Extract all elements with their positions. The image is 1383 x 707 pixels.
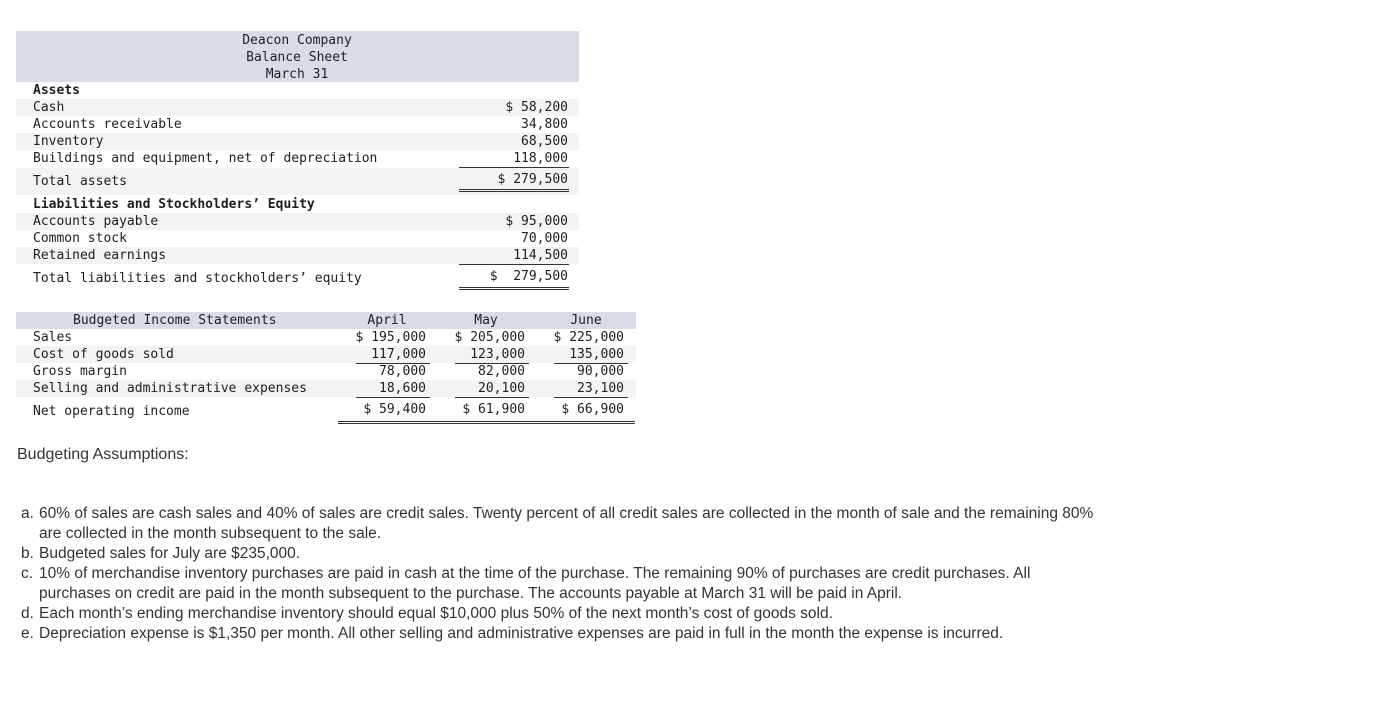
april-value: $ 59,400: [363, 402, 426, 417]
asset-amount: 34,800: [521, 117, 568, 132]
total-rule: [459, 191, 569, 192]
income-header-row: [16, 312, 636, 329]
assumption-item: [21, 624, 1101, 644]
may-value: $ 61,900: [462, 402, 525, 417]
company-name: Deacon Company: [242, 33, 352, 48]
liability-amount: 114,500: [513, 248, 568, 263]
total-liabilities-label: Total liabilities and stockholders’ equity: [33, 271, 362, 286]
may-value: 123,000: [470, 347, 525, 362]
liability-row: [16, 213, 579, 230]
total-rule: [338, 423, 635, 424]
total-rule: [459, 287, 569, 288]
asset-row: [16, 116, 579, 133]
assumption-text: Each month’s ending merchandise inventory should equal $10,000 plus 50% of the next month’s cost of goods sold.: [39, 605, 833, 622]
asset-label: Accounts receivable: [33, 117, 182, 132]
statement-title: Balance Sheet: [246, 50, 348, 65]
income-row-sales: [16, 329, 636, 346]
income-row-label: Cost of goods sold: [33, 347, 174, 362]
liability-label: Common stock: [33, 231, 127, 246]
assets-heading: Assets: [33, 83, 80, 98]
june-value: $ 66,900: [561, 402, 624, 417]
assets-heading-row: [16, 82, 579, 99]
june-value: 90,000: [577, 364, 624, 379]
assumption-item: [21, 604, 1101, 624]
balance-sheet-header: [16, 31, 579, 82]
liability-row: [16, 230, 579, 247]
income-row-label: Selling and administrative expenses: [33, 381, 307, 396]
assumption-text: Budgeted sales for July are $235,000.: [39, 545, 301, 562]
asset-amount: $ 58,200: [505, 100, 568, 115]
statement-date: March 31: [265, 67, 329, 82]
total-rule: [338, 421, 635, 422]
may-value: 20,100: [478, 381, 525, 396]
april-value: $ 195,000: [355, 330, 426, 345]
assumption-text: 60% of sales are cash sales and 40% of sales are credit sales. Twenty percent of all credit sales are collected in the month of sale and the remaining 80% are collected in the month subsequent to the sale.: [39, 505, 1094, 542]
month-header-april: April: [367, 313, 407, 328]
june-value: 135,000: [569, 347, 624, 362]
assumption-letter: a.: [21, 505, 34, 522]
income-row-cogs: [16, 346, 636, 363]
asset-label: Inventory: [33, 134, 104, 149]
income-title: Budgeted Income Statements: [73, 313, 277, 328]
income-row-label: Gross margin: [33, 364, 127, 379]
income-row-selling-admin: [16, 380, 636, 397]
assumption-text: 10% of merchandise inventory purchases are paid in cash at the time of the purchase. The remaining 90% of purchases are credit purchases. All purchases on credit are paid in the month subsequent to the purchase. The accounts payable at March 31 will be paid in April.: [39, 565, 1031, 602]
assumption-letter: d.: [21, 605, 34, 622]
june-value: $ 225,000: [553, 330, 624, 345]
asset-label: Cash: [33, 100, 65, 115]
month-header-june: June: [570, 313, 602, 328]
assumption-item: [21, 544, 1101, 564]
assumption-text: Depreciation expense is $1,350 per month. All other selling and administrative expenses are paid in full in the month the expense is incurred.: [39, 625, 1004, 642]
total-rule: [459, 189, 569, 190]
assumption-letter: c.: [21, 565, 34, 582]
asset-amount: 118,000: [513, 151, 568, 166]
liability-amount: $ 95,000: [505, 214, 568, 229]
april-value: 78,000: [379, 364, 426, 379]
assumption-item: [21, 564, 1101, 604]
income-row-label: Net operating income: [33, 404, 190, 419]
april-value: 117,000: [371, 347, 426, 362]
assumptions-title: Budgeting Assumptions:: [17, 446, 189, 463]
assumption-letter: b.: [21, 545, 34, 562]
april-value: 18,600: [379, 381, 426, 396]
asset-row: [16, 133, 579, 150]
asset-row: [16, 150, 579, 167]
asset-amount: 68,500: [521, 134, 568, 149]
liability-row: [16, 247, 579, 264]
liability-label: Accounts payable: [33, 214, 159, 229]
assumption-letter: e.: [21, 625, 34, 642]
assumptions-list: [21, 504, 1101, 644]
liability-amount: 70,000: [521, 231, 568, 246]
income-row-gross-margin: [16, 363, 636, 380]
june-value: 23,100: [577, 381, 624, 396]
liabilities-heading-row: [16, 196, 579, 213]
asset-row: [16, 99, 579, 116]
month-header-may: May: [474, 313, 498, 328]
income-row-label: Sales: [33, 330, 73, 345]
may-value: $ 205,000: [454, 330, 525, 345]
total-rule: [459, 289, 569, 290]
assumption-item: [21, 504, 1101, 544]
total-assets-label: Total assets: [33, 174, 127, 189]
liability-label: Retained earnings: [33, 248, 167, 263]
may-value: 82,000: [478, 364, 525, 379]
asset-label: Buildings and equipment, net of depreciation: [33, 151, 378, 166]
total-liabilities-amount: $ 279,500: [489, 269, 568, 284]
liabilities-heading: Liabilities and Stockholders’ Equity: [33, 197, 315, 212]
total-assets-amount: $ 279,500: [497, 172, 568, 187]
